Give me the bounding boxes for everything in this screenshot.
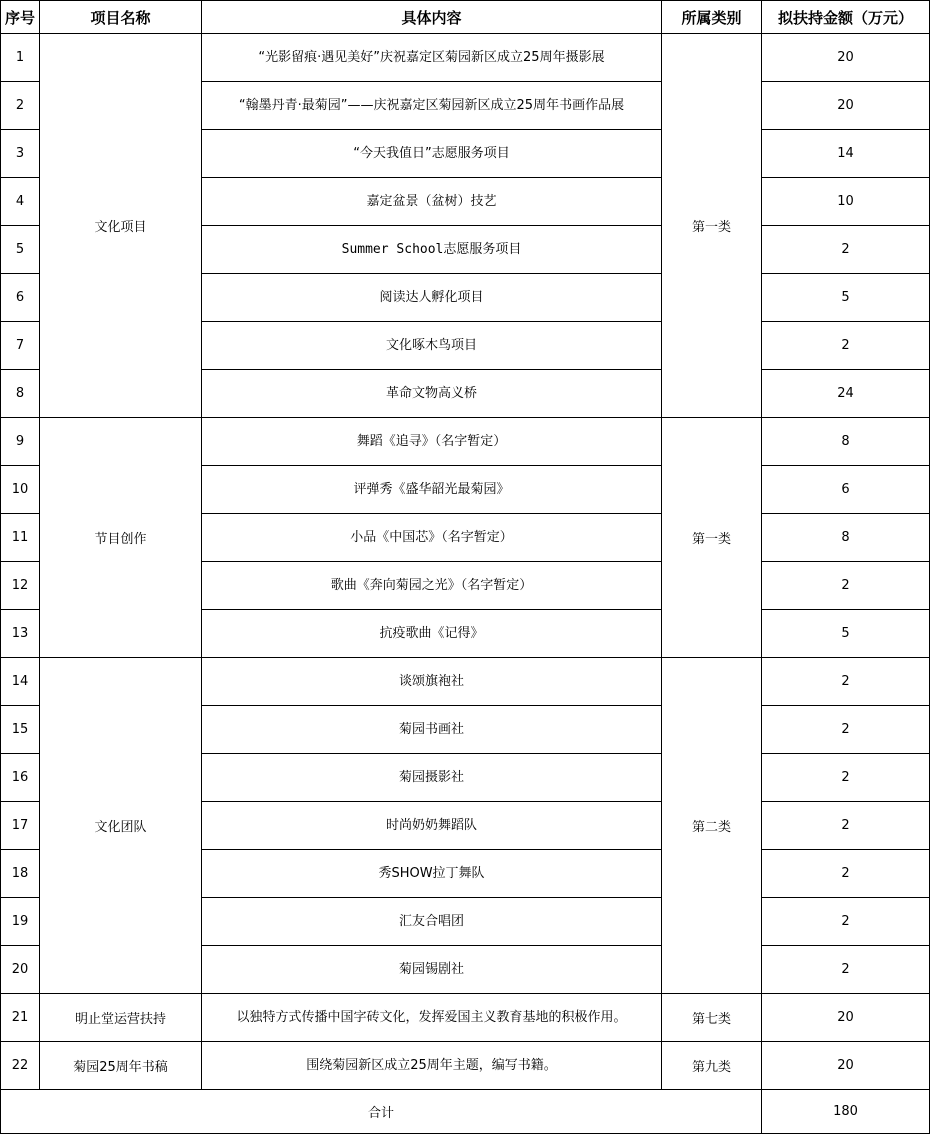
row-no: 3 — [1, 130, 40, 178]
row-amount: 8 — [762, 418, 930, 466]
row-amount: 2 — [762, 802, 930, 850]
row-no: 12 — [1, 562, 40, 610]
header-row — [1, 1, 930, 34]
group-name: 节目创作 — [40, 418, 202, 658]
group-category: 第七类 — [662, 994, 762, 1042]
row-no: 16 — [1, 754, 40, 802]
row-amount: 2 — [762, 754, 930, 802]
header-amount: 拟扶持金额（万元） — [762, 1, 930, 34]
row-amount: 2 — [762, 226, 930, 274]
header-no: 序号 — [1, 1, 40, 34]
row-content: 小品《中国芯》（名字暂定） — [202, 514, 662, 562]
group-category: 第一类 — [662, 34, 762, 418]
row-amount: 20 — [762, 82, 930, 130]
row-content: 菊园书画社 — [202, 706, 662, 754]
row-no: 21 — [1, 994, 40, 1042]
row-no: 2 — [1, 82, 40, 130]
row-no: 9 — [1, 418, 40, 466]
header-content: 具体内容 — [202, 1, 662, 34]
row-no: 1 — [1, 34, 40, 82]
row-no: 19 — [1, 898, 40, 946]
row-amount: 20 — [762, 1042, 930, 1090]
row-no: 20 — [1, 946, 40, 994]
row-content: 舞蹈《追寻》（名字暂定） — [202, 418, 662, 466]
row-content: 抗疫歌曲《记得》 — [202, 610, 662, 658]
row-amount: 2 — [762, 946, 930, 994]
total-amount: 180 — [762, 1090, 930, 1134]
group-name: 明止堂运营扶持 — [40, 994, 202, 1042]
row-amount: 2 — [762, 658, 930, 706]
row-content: 围绕菊园新区成立25周年主题，编写书籍。 — [202, 1042, 662, 1090]
row-content: 阅读达人孵化项目 — [202, 274, 662, 322]
row-amount: 2 — [762, 850, 930, 898]
row-amount: 2 — [762, 898, 930, 946]
row-no: 8 — [1, 370, 40, 418]
table-row — [1, 1042, 930, 1090]
row-amount: 8 — [762, 514, 930, 562]
row-content: “光影留痕·遇见美好”庆祝嘉定区菊园新区成立25周年摄影展 — [202, 34, 662, 82]
row-no: 18 — [1, 850, 40, 898]
row-content: 谈颂旗袍社 — [202, 658, 662, 706]
row-no: 15 — [1, 706, 40, 754]
total-label: 合计 — [1, 1090, 762, 1134]
table-row — [1, 994, 930, 1042]
row-content: “今天我值日”志愿服务项目 — [202, 130, 662, 178]
group-name: 菊园25周年书稿 — [40, 1042, 202, 1090]
group-category: 第九类 — [662, 1042, 762, 1090]
row-content: Summer School志愿服务项目 — [202, 226, 662, 274]
row-amount: 2 — [762, 562, 930, 610]
row-content: 以独特方式传播中国字砖文化，发挥爱国主义教育基地的积极作用。 — [202, 994, 662, 1042]
table-row — [1, 658, 930, 706]
row-content: 秀SHOW拉丁舞队 — [202, 850, 662, 898]
row-content: 菊园摄影社 — [202, 754, 662, 802]
total-row — [1, 1090, 930, 1134]
row-content: 革命文物高义桥 — [202, 370, 662, 418]
group-category: 第二类 — [662, 658, 762, 994]
header-project-name: 项目名称 — [40, 1, 202, 34]
row-no: 13 — [1, 610, 40, 658]
row-content: 汇友合唱团 — [202, 898, 662, 946]
row-amount: 6 — [762, 466, 930, 514]
row-content: “翰墨丹青·最菊园”——庆祝嘉定区菊园新区成立25周年书画作品展 — [202, 82, 662, 130]
row-no: 7 — [1, 322, 40, 370]
row-no: 14 — [1, 658, 40, 706]
row-content: 文化啄木鸟项目 — [202, 322, 662, 370]
row-content: 歌曲《奔向菊园之光》（名字暂定） — [202, 562, 662, 610]
row-content: 菊园锡剧社 — [202, 946, 662, 994]
row-no: 17 — [1, 802, 40, 850]
row-amount: 24 — [762, 370, 930, 418]
table-row — [1, 34, 930, 82]
group-category: 第一类 — [662, 418, 762, 658]
row-amount: 5 — [762, 274, 930, 322]
group-name: 文化团队 — [40, 658, 202, 994]
row-no: 4 — [1, 178, 40, 226]
row-amount: 20 — [762, 994, 930, 1042]
row-amount: 20 — [762, 34, 930, 82]
row-content: 时尚奶奶舞蹈队 — [202, 802, 662, 850]
row-no: 5 — [1, 226, 40, 274]
row-no: 6 — [1, 274, 40, 322]
row-amount: 2 — [762, 706, 930, 754]
table-row — [1, 418, 930, 466]
row-no: 22 — [1, 1042, 40, 1090]
row-content: 嘉定盆景（盆树）技艺 — [202, 178, 662, 226]
row-content: 评弹秀《盛华韶光最菊园》 — [202, 466, 662, 514]
header-category: 所属类别 — [662, 1, 762, 34]
row-amount: 10 — [762, 178, 930, 226]
row-amount: 2 — [762, 322, 930, 370]
row-no: 10 — [1, 466, 40, 514]
row-amount: 5 — [762, 610, 930, 658]
row-no: 11 — [1, 514, 40, 562]
group-name: 文化项目 — [40, 34, 202, 418]
row-amount: 14 — [762, 130, 930, 178]
